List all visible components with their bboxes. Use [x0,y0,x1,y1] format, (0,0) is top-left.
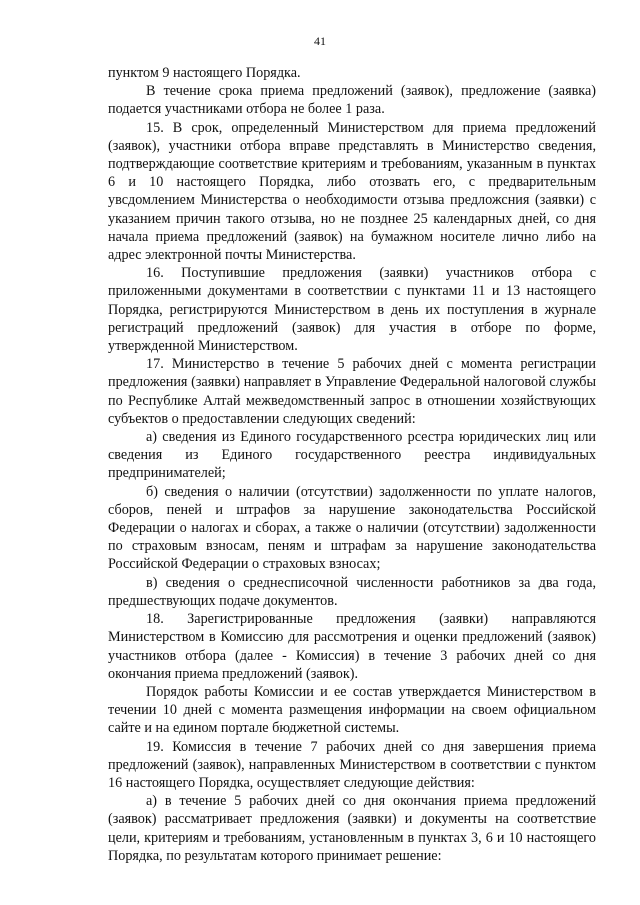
paragraph-19: 19. Комиссия в течение 7 рабочих дней со дня завершения приема предложений (заявок), направленных Министерством в соответствии с пунктом 16 настоящего Порядка, осуществляет следующие действия: [108,738,596,791]
paragraph-17-c: в) сведения о среднесписочной численности работников за два года, предшествующих подаче документов. [108,574,596,609]
paragraph-continuation: пунктом 9 настоящего Порядка. [108,65,301,81]
page-number: 41 [314,34,326,48]
paragraph-17-a: а) сведения из Единого государственного рсестра юридических лиц или сведения из Единого государственного реестра индивидуальных предпринимателей; [108,429,596,482]
paragraph-17-b: б) сведения о наличии (отсутствии) задолженности по уплате налогов, сборов, пеней и штрафов за нарушение законодательства Российской Федерации о налогах и сборах, а также о наличии (отсутствии) задолженности по страховым взносам, пеням и штрафам за нарушение законодательства Российской Федерации о страховых взносах; [108,483,596,573]
paragraph-18: 18. Зарегистрированные предложения (заявки) направляются Министерством в Комиссию для рассмотрения и оценки предложений (заявок) участников отбора (далее - Комиссия) в течение 3 рабочих дней со дня окончания приема предложений (заявок). [108,611,596,682]
paragraph-16: 16. Поступившие предложения (заявки) участников отбора с приложенными документами в соответствии с пунктами 11 и 13 настоящего Порядка, регистрируются Министерством в день их поступления в журнале регистраций предложений (заявок) для участия в отборе по форме, утвержденной Министерством. [108,265,596,355]
paragraph-commission-procedure: Порядок работы Комиссии и ее состав утверждается Министерством в течении 10 дней с момента размещения информации на своем официальном сайте и на едином портале бюджетной системы. [108,683,596,737]
paragraph-19-a: а) в течение 5 рабочих дней со дня окончания приема предложений (заявок) рассматривает предложения (заявки) и документы на соответствие цели, критериям и требованиям, установленным в пунктах 3, 6 и 10 настоящего Порядка, по результатам которого принимает решение: [108,793,596,864]
paragraph-submission-limit: В течение срока приема предложений (заявок), предложение (заявка) подается участниками отбора не более 1 раза. [108,83,596,118]
document-body [108,64,596,865]
paragraph-15: 15. В срок, определенный Министерством для приема предложений (заявок), участники отбора вправе представлять в Министерство сведения, подтверждающие соответствие критериям и требованиям, указанным в пунктах 6 и 10 настоящего Порядка, либо отозвать его, с предварительным увсдомлением Министерства о необходимости отзыва предложсния (заявки) с указанием причин такого отзыва, но не позднее 25 календарных дней, со дня начала приема предложений (заявок) на бумажном носителе лично либо на адрес электронной почты Министерства. [108,119,596,264]
paragraph-17: 17. Министерство в течение 5 рабочих дней с момента регистрации предложения (заявки) направляет в Управление Федеральной налоговой службы по Республике Алтай межведомственный запрос в отношении хозяйствующих субъектов о предоставлении следующих сведений: [108,356,596,427]
